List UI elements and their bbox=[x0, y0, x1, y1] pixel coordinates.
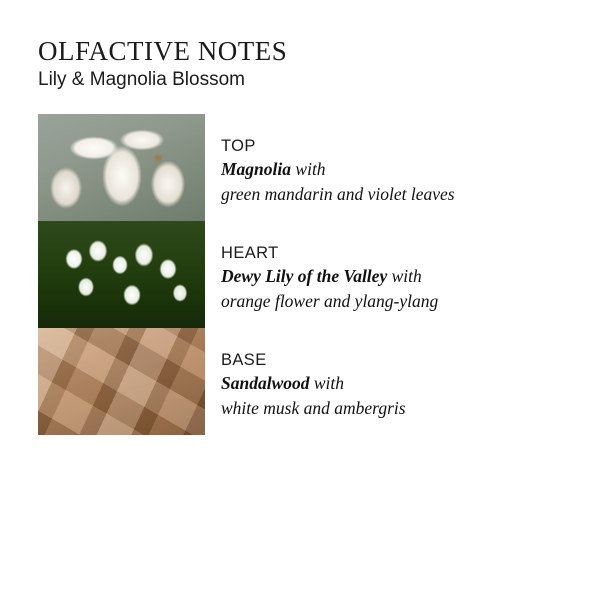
note-main bbox=[221, 157, 455, 182]
note-sub-ingredients: green mandarin and violet leaves bbox=[221, 184, 455, 205]
note-row bbox=[38, 328, 570, 435]
note-label: TOP bbox=[221, 136, 256, 155]
note-text bbox=[205, 328, 406, 422]
page-title: OLFACTIVE NOTES bbox=[38, 36, 288, 66]
note-row bbox=[38, 114, 570, 221]
note-main-ingredient: Magnolia bbox=[221, 159, 292, 180]
note-text bbox=[205, 221, 438, 315]
note-label: HEART bbox=[221, 243, 279, 262]
note-main-ingredient: Dewy Lily of the Valley bbox=[221, 266, 388, 287]
note-label: BASE bbox=[221, 350, 267, 369]
note-main-connector: with bbox=[387, 266, 422, 287]
lily-of-the-valley-photo bbox=[38, 221, 205, 328]
note-sub-ingredients: white musk and ambergris bbox=[221, 398, 406, 419]
note-main-connector: with bbox=[309, 373, 345, 394]
magnolia-photo bbox=[38, 114, 205, 221]
page-subtitle: Lily & Magnolia Blossom bbox=[38, 69, 245, 91]
note-row bbox=[38, 221, 570, 328]
sandalwood-photo bbox=[38, 328, 205, 435]
note-sub-ingredients: orange flower and ylang-ylang bbox=[221, 291, 439, 312]
note-main bbox=[221, 371, 406, 396]
note-main-connector: with bbox=[291, 159, 326, 180]
note-text bbox=[205, 114, 455, 208]
notes-list bbox=[38, 114, 570, 435]
note-main-ingredient: Sandalwood bbox=[221, 373, 310, 394]
note-main bbox=[221, 264, 438, 289]
